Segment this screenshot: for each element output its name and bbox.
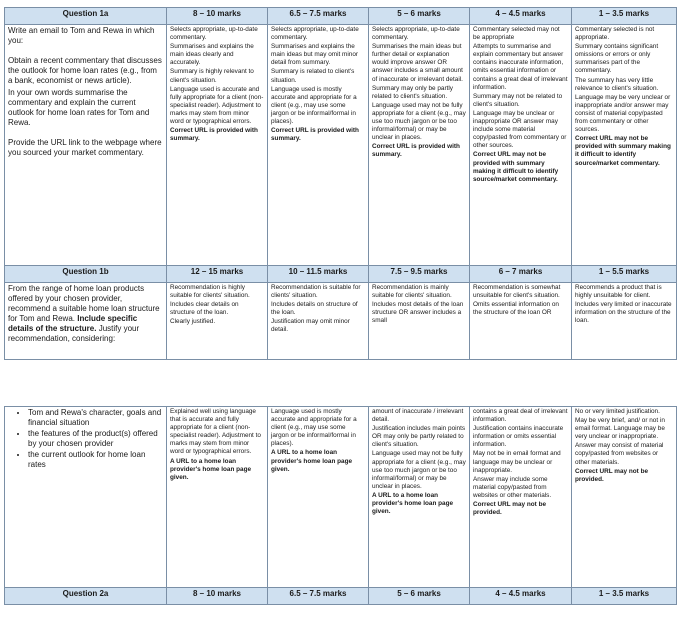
criterion-text: Language used may not be fully appropriate for a client (e.g., may use too much jargon or be too informal/formal) or may be unclear in places. xyxy=(372,450,466,490)
criterion-text: Language used may not be fully appropriate for a client (e.g., may use too much jargon or be too informal/formal) or may be unclear in places. xyxy=(372,101,466,142)
criterion-text: amount of inaccurate / irrelevant detail. xyxy=(372,408,464,424)
criterion-text: Recommendation is mainly suitable for clients' situation. xyxy=(372,284,452,300)
criterion-text: May be very brief, and/ or not in email format. Language may be very unclear or inappropriate. xyxy=(575,417,665,441)
q1b-consideration-list xyxy=(8,408,163,470)
q1a-criteria-row xyxy=(5,25,677,266)
q1a-header-band-1: 8 – 10 marks xyxy=(167,8,268,25)
criterion-text: Answer may consist of material copy/pasted from websites or other materials. xyxy=(575,442,664,466)
q1b-band-5-cell xyxy=(572,283,677,360)
q1b-band-3-cell xyxy=(369,283,470,360)
criterion-text: Attempts to summarise and explain commentary but answer contains inaccurate information, omits essential information or contains a great deal of irrelevant information. xyxy=(473,43,568,91)
q2a-header-row xyxy=(5,588,677,605)
criterion-text: Recommends a product that is highly unsuitable for client. xyxy=(575,284,662,300)
criterion-text: Answer may include some material copy/pasted from websites or other materials. xyxy=(473,475,552,499)
q1b-header-band-5: 1 – 5.5 marks xyxy=(572,266,677,283)
q1b-criteria-row xyxy=(5,283,677,360)
q1b-cont-band-3-cell xyxy=(369,407,470,588)
url-criterion: Correct URL may not be provided with summary making it difficult to identify source/market commentary. xyxy=(575,135,671,167)
q1a-header-question: Question 1a xyxy=(5,8,167,25)
criterion-text: Includes most details of the loan structure OR answer includes a small xyxy=(372,301,464,325)
rubric-table-page-2 xyxy=(4,406,677,605)
q1b-cont-band-1-cell xyxy=(167,407,268,588)
url-criterion: Correct URL may not be provided. xyxy=(473,501,547,517)
criterion-text: The summary has very little relevance to client's situation. xyxy=(575,76,659,92)
q1b-band-2-cell xyxy=(268,283,369,360)
q1b-cont-band-4-cell xyxy=(470,407,572,588)
criterion-text: Includes clear details on structure of the loan. xyxy=(170,301,239,317)
criterion-text: Language may be unclear or inappropriate OR answer may include some material copy/pasted from commentary or other sources. xyxy=(473,109,567,150)
criterion-text: Recommendation is suitable for clients' situation. xyxy=(271,284,361,300)
q1b-band-4-cell xyxy=(470,283,572,360)
criterion-text: Justification includes main points OR may only be partly related to client's situation. xyxy=(372,425,466,449)
criterion-text: Explained well using language that is accurate and fully appropriate for a client (non-specialist reader). Adjustment to marks may stem from minor word or typographical errors. xyxy=(170,408,261,456)
url-criterion: A URL to a home loan provider's home loan page given. xyxy=(170,457,252,481)
q1a-question-task-3: Provide the URL link to the webpage where you sourced your market commentary. xyxy=(8,138,162,157)
q2a-header-band-1: 8 – 10 marks xyxy=(167,588,268,605)
q1b-header-band-4: 6 – 7 marks xyxy=(470,266,572,283)
criterion-text: Justification may omit minor detail. xyxy=(271,318,350,334)
q1a-header-band-3: 5 – 6 marks xyxy=(369,8,470,25)
list-item: • Tom and Rewa's character, goals and financial situation xyxy=(28,408,163,428)
criterion-text: Summary is related to client's situation. xyxy=(271,68,355,84)
q1a-header-band-5: 1 – 3.5 marks xyxy=(572,8,677,25)
criterion-text: Selects appropriate, up-to-date commentary. xyxy=(271,26,359,42)
q1b-band-1-cell xyxy=(167,283,268,360)
q1a-header-band-2: 6.5 – 7.5 marks xyxy=(268,8,369,25)
q2a-header-band-2: 6.5 – 7.5 marks xyxy=(268,588,369,605)
q1a-question-task-1: Obtain a recent commentary that discusses the outlook for home loan rates (e.g., from a bank, economist or news article). xyxy=(8,56,162,85)
criterion-text: Recommendation is highly suitable for clients' situation. xyxy=(170,284,250,300)
criterion-text: Includes details on structure of the loan. xyxy=(271,301,358,317)
q1b-continued-question-cell xyxy=(5,407,167,588)
criterion-text: Language used is mostly accurate and appropriate for a client (e.g., may use some jargon or be informal/formal in places). xyxy=(271,85,357,126)
url-criterion: Correct URL may not be provided with summary making it difficult to identify source/market commentary. xyxy=(473,151,559,183)
q1b-cont-band-2-cell xyxy=(268,407,369,588)
criterion-text: Omits essential information on the structure of the loan OR xyxy=(473,301,559,317)
url-criterion: Correct URL may not be provided. xyxy=(575,467,649,483)
criterion-text: Language used is accurate and fully appropriate for a client (non-specialist reader). Adjustment to marks may stem from minor word or typographical errors. xyxy=(170,85,264,126)
q1a-band-5-cell xyxy=(572,25,677,266)
criterion-text: Summarises and explains the main ideas but may omit minor detail from summary. xyxy=(271,43,359,67)
url-criterion: Correct URL is provided with summary. xyxy=(170,127,258,143)
q1a-header-band-4: 4 – 4.5 marks xyxy=(470,8,572,25)
criterion-text: contains a great deal of irrelevant information. xyxy=(473,408,568,424)
q1b-question-intro: From the range of home loan products offered by your chosen provider, recommend a suitable home loan structure for Tom and Rewa. xyxy=(8,284,160,323)
criterion-text: Selects appropriate, up-to-date commentary. xyxy=(170,26,258,42)
q2a-header-question: Question 2a xyxy=(5,588,167,605)
criterion-text: No or very limited justification. xyxy=(575,408,660,415)
q1a-band-3-cell xyxy=(369,25,470,266)
q1b-header-band-3: 7.5 – 9.5 marks xyxy=(369,266,470,283)
url-criterion: A URL to a home loan provider's home loan page given. xyxy=(271,449,353,473)
criterion-text: Summary may not be related to client's situation. xyxy=(473,92,563,108)
criterion-text: May not be in email format and language may be unclear or inappropriate. xyxy=(473,450,561,474)
q1b-question-tail: Justify your recommendation, considering: xyxy=(8,324,140,343)
q2a-header-band-5: 1 – 3.5 marks xyxy=(572,588,677,605)
q1a-band-2-cell xyxy=(268,25,369,266)
criterion-text: Language used is mostly accurate and appropriate for a client (e.g., may use some jargon or be informal/formal in places). xyxy=(271,408,357,448)
q1b-question-cell xyxy=(5,283,167,360)
q2a-header-band-4: 4 – 4.5 marks xyxy=(470,588,572,605)
q1a-question-cell xyxy=(5,25,167,266)
q2a-header-band-3: 5 – 6 marks xyxy=(369,588,470,605)
criterion-text: Commentary selected is not appropriate. xyxy=(575,26,655,42)
q1b-header-question: Question 1b xyxy=(5,266,167,283)
q1b-header-band-1: 12 – 15 marks xyxy=(167,266,268,283)
url-criterion: Correct URL is provided with summary. xyxy=(372,143,460,159)
criterion-text: Selects appropriate, up-to-date commentary. xyxy=(372,26,460,42)
criterion-text: Summarises the main ideas but further detail or explanation would improve answer OR answer includes a small amount of inaccurate or irrelevant detail. xyxy=(372,43,463,83)
q1a-header-row xyxy=(5,8,677,25)
criterion-text: Commentary selected may not be appropriate xyxy=(473,26,560,42)
page-break-gap xyxy=(0,398,679,406)
q1b-cont-band-5-cell xyxy=(572,407,677,588)
q1a-band-4-cell xyxy=(470,25,572,266)
criterion-text: Recommendation is somewhat unsuitable for client's situation. xyxy=(473,284,561,300)
q1b-question-emphasis: Include specific details of the structure. xyxy=(8,314,138,333)
criterion-text: Clearly justified. xyxy=(170,318,216,326)
q1b-continued-row xyxy=(5,407,677,588)
list-item: • the current outlook for home loan rates xyxy=(28,450,163,470)
list-item: • the features of the product(s) offered by your chosen provider xyxy=(28,429,163,449)
criterion-text: Summary may only be partly related to client's situation. xyxy=(372,84,453,100)
url-criterion: Correct URL is provided with summary. xyxy=(271,127,359,143)
rubric-table-page-1 xyxy=(4,7,677,360)
q1b-header-row xyxy=(5,266,677,283)
criterion-text: Language may be very unclear or inappropriate and/or answer may consist of material copy/pasted from commentary or other sources. xyxy=(575,93,671,134)
url-criterion: A URL to a home loan provider's home loan page given. xyxy=(372,491,454,516)
criterion-text: Justification contains inaccurate information or omits essential information. xyxy=(473,425,564,449)
criterion-text: Summary is highly relevant to client's situation. xyxy=(170,68,254,84)
q1b-header-band-2: 10 – 11.5 marks xyxy=(268,266,369,283)
criterion-text: Summarises and explains the main ideas clearly and accurately. xyxy=(170,43,254,67)
q1a-question-intro: Write an email to Tom and Rewa in which you: xyxy=(8,26,155,45)
criterion-text: Includes very limited or inaccurate information on the structure of the loan. xyxy=(575,301,672,325)
q1a-question-task-2: In your own words summarise the commentary and explain the current outlook for home loan rates for Tom and Rewa. xyxy=(8,88,150,127)
criterion-text: Summary contains significant omissions or errors or only summarises part of the commentary. xyxy=(575,43,659,75)
q1a-band-1-cell xyxy=(167,25,268,266)
